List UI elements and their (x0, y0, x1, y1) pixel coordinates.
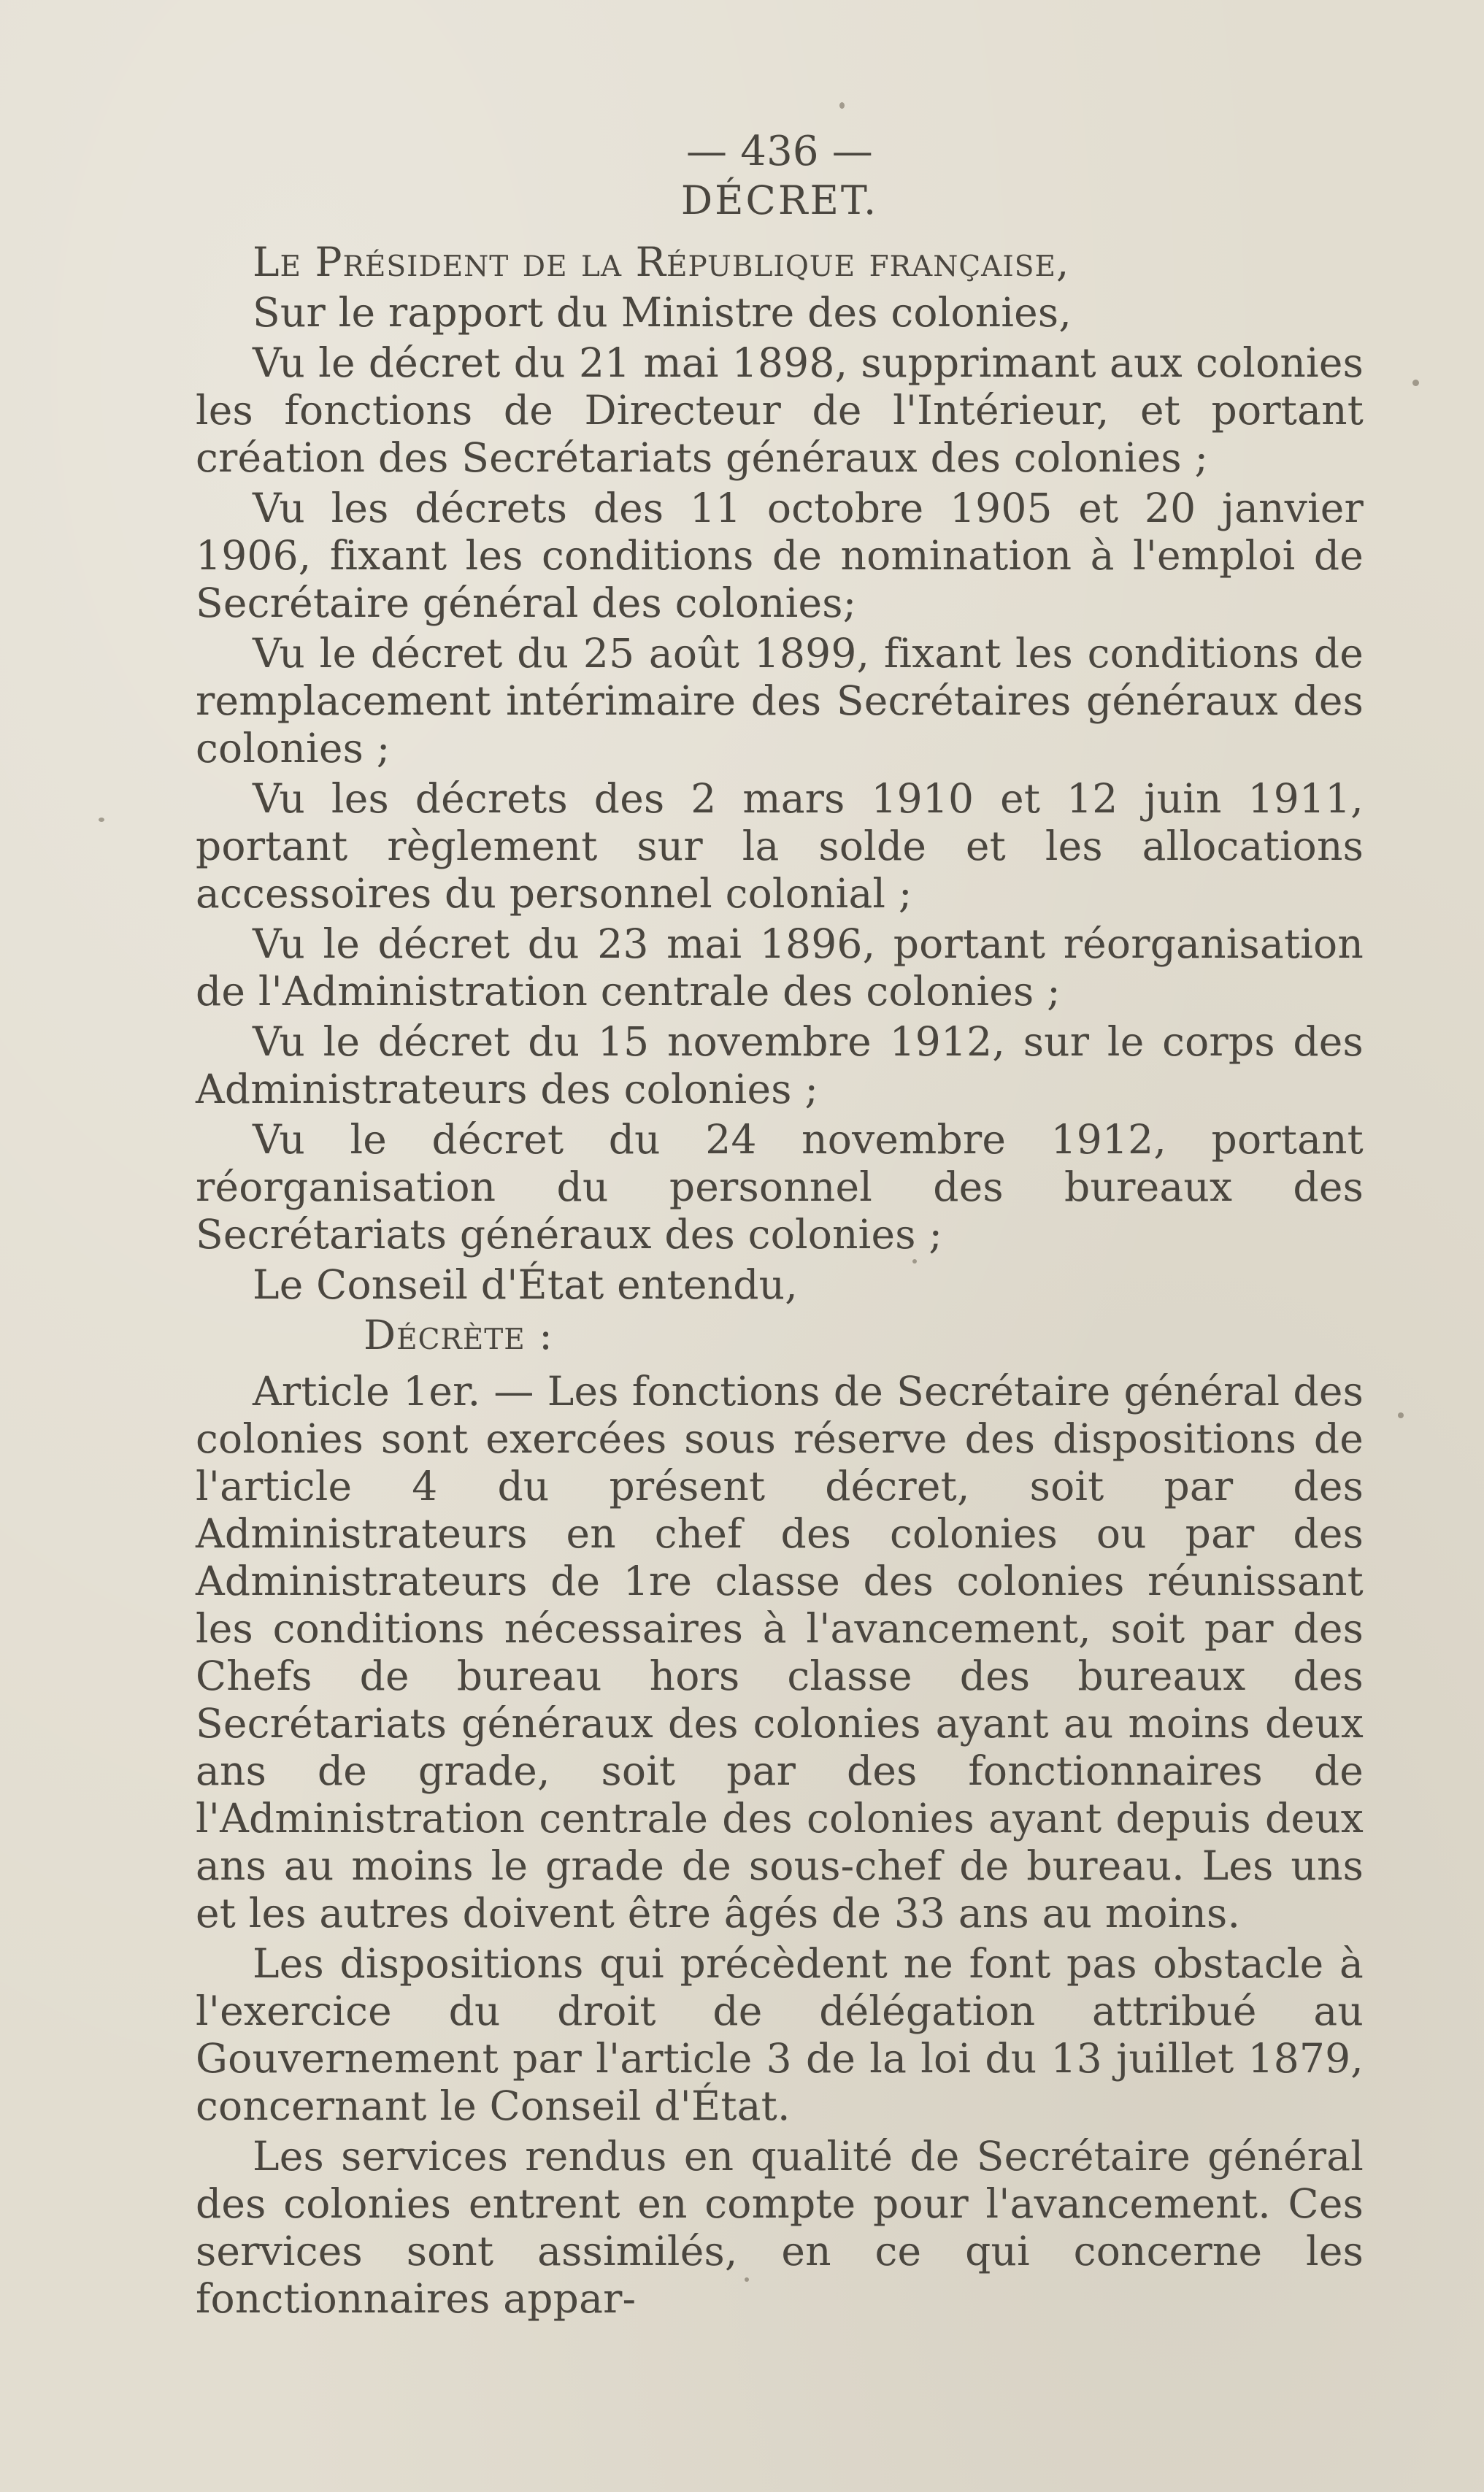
document-body (196, 128, 1364, 2326)
preamble-president: Le Président de la République française, (253, 239, 1070, 285)
preamble-rapport: Sur le rapport du Ministre des colonies, (253, 289, 1072, 336)
visa-paragraph: Vu le décret du 21 mai 1898, supprimant aux colonies les fonctions de Directeur de l'Intérieur, et portant création des Secrétariats généraux des colonies ; (196, 339, 1364, 481)
print-speck (99, 818, 104, 822)
visa-paragraph: Vu le décret du 15 novembre 1912, sur le corps des Administrateurs des colonies ; (196, 1018, 1364, 1112)
visa-paragraph: Vu le décret du 25 août 1899, fixant les conditions de remplacement intérimaire des Secrétaires généraux des colonies ; (196, 630, 1364, 772)
visa-paragraph: Vu le décret du 24 novembre 1912, portant réorganisation du personnel des bureaux des Secrétariats généraux des colonies ; (196, 1116, 1364, 1258)
print-speck (839, 102, 845, 109)
body-paragraph: Les dispositions qui précèdent ne font pas obstacle à l'exercice du droit de délégation attribué au Gouvernement par l'article 3 de la loi du 13 juillet 1879, concernant le Conseil d'État. (196, 1940, 1364, 2129)
visa-paragraph: Vu les décrets des 11 octobre 1905 et 20 janvier 1906, fixant les conditions de nomination à l'emploi de Secrétaire général des colonies; (196, 485, 1364, 626)
visa-paragraph: Vu le décret du 23 mai 1896, portant réorganisation de l'Administration centrale des colonies ; (196, 920, 1364, 1015)
visa-paragraph: Vu les décrets des 2 mars 1910 et 12 juin 1911, portant règlement sur la solde et les allocations accessoires du personnel colonial ; (196, 775, 1364, 917)
article-1-paragraph: Article 1er. — Les fonctions de Secrétaire général des colonies sont exercées sous réserve des dispositions de l'article 4 du présent décret, soit par des Administrateurs en chef des colonies ou par des Administrateurs de 1re classe des colonies réunissant les conditions nécessaires à l'avancement, soit par des Chefs de bureau hors classe des bureaux des Secrétariats généraux des colonies ayant au moins deux ans de grade, soit par des fonctionnaires de l'Administration centrale des colonies ayant depuis deux ans au moins le grade de sous-chef de bureau. Les uns et les autres doivent être âgés de 33 ans au moins. (196, 1368, 1364, 1937)
body-paragraph: Les services rendus en qualité de Secrétaire général des colonies entrent en compte pour l'avancement. Ces services sont assimilés, en ce qui concerne les fonctionnaires appar- (196, 2133, 1364, 2322)
conseil-etat-paragraph: Le Conseil d'État entendu, (253, 1261, 798, 1308)
decrete-heading: Décrète : (364, 1312, 553, 1358)
document-title: DÉCRET. (680, 177, 879, 223)
print-speck (1398, 1412, 1404, 1418)
page-number: — 436 — (686, 128, 873, 175)
print-speck (1412, 380, 1419, 386)
